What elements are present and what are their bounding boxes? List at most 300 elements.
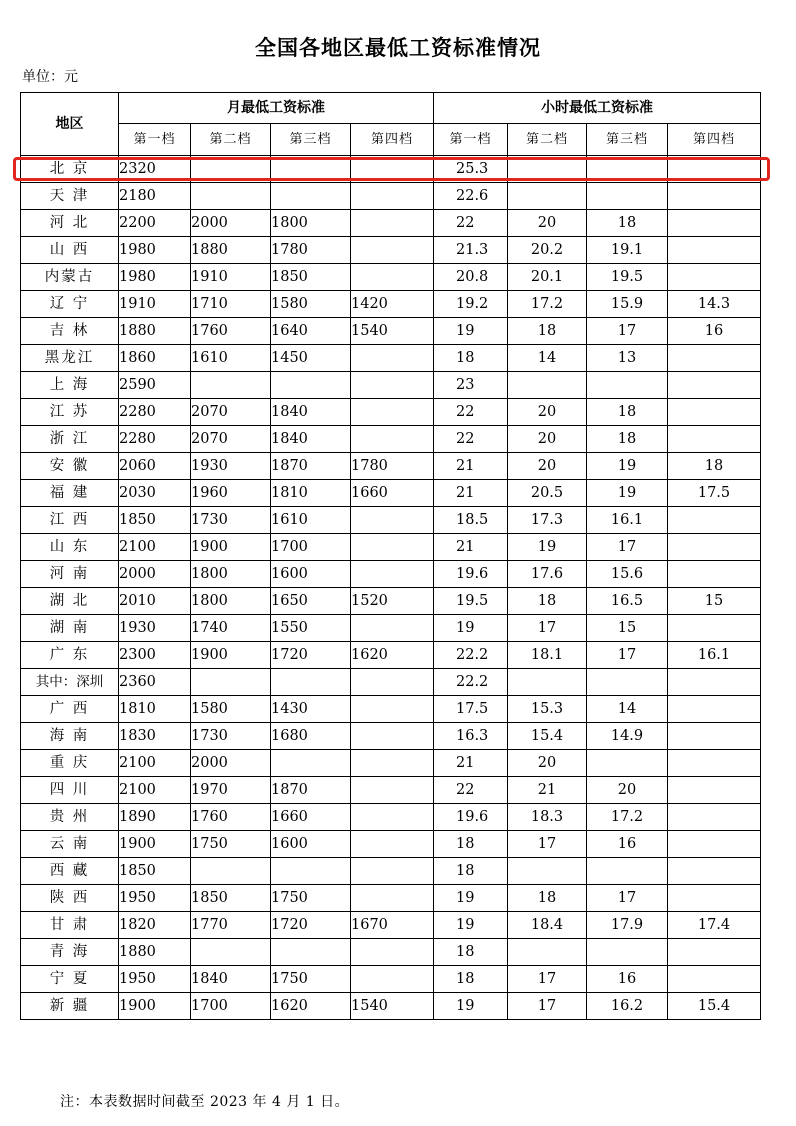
monthly-wage-cell: 1820 (119, 912, 191, 939)
hourly-wage-cell (668, 966, 761, 993)
tier-header: 第三档 (271, 124, 351, 156)
hourly-wage-cell: 19.6 (434, 804, 508, 831)
table-row (21, 561, 761, 588)
hourly-wage-cell: 20 (508, 453, 587, 480)
table-row (21, 831, 761, 858)
monthly-wage-cell (271, 183, 351, 210)
region-cell: 北 京 (21, 156, 119, 183)
monthly-wage-cell: 1950 (119, 885, 191, 912)
table-row (21, 750, 761, 777)
monthly-wage-cell: 1830 (119, 723, 191, 750)
hourly-wage-cell: 18 (587, 399, 668, 426)
hourly-wage-cell (668, 885, 761, 912)
monthly-wage-cell: 2070 (191, 399, 271, 426)
hourly-wage-cell (668, 615, 761, 642)
hourly-wage-cell: 19.5 (587, 264, 668, 291)
table-row (21, 615, 761, 642)
monthly-wage-cell: 1930 (191, 453, 271, 480)
hourly-wage-cell: 17.2 (508, 291, 587, 318)
table-row (21, 993, 761, 1020)
monthly-wage-cell: 1770 (191, 912, 271, 939)
hourly-wage-cell: 14 (508, 345, 587, 372)
table-row (21, 237, 761, 264)
hourly-wage-cell (508, 939, 587, 966)
hourly-wage-cell: 17 (508, 993, 587, 1020)
hourly-wage-cell: 19 (434, 885, 508, 912)
region-cell: 河 南 (21, 561, 119, 588)
region-cell: 江 苏 (21, 399, 119, 426)
monthly-wage-cell: 1880 (191, 237, 271, 264)
monthly-wage-cell (351, 507, 434, 534)
monthly-wage-cell (351, 750, 434, 777)
monthly-wage-cell: 1760 (191, 318, 271, 345)
hourly-wage-cell: 15.3 (508, 696, 587, 723)
monthly-wage-cell: 1910 (119, 291, 191, 318)
hourly-wage-cell: 16.1 (587, 507, 668, 534)
monthly-wage-cell: 1580 (271, 291, 351, 318)
hourly-wage-cell: 20 (508, 210, 587, 237)
hourly-wage-cell: 17.6 (508, 561, 587, 588)
monthly-wage-cell (351, 264, 434, 291)
hourly-wage-cell (668, 777, 761, 804)
region-cell: 海 南 (21, 723, 119, 750)
hourly-wage-cell: 21.3 (434, 237, 508, 264)
hourly-wage-cell: 20.2 (508, 237, 587, 264)
monthly-wage-cell: 2360 (119, 669, 191, 696)
page-title: 全国各地区最低工资标准情况 (255, 36, 541, 60)
monthly-wage-cell (351, 831, 434, 858)
table-row (21, 939, 761, 966)
hourly-wage-cell: 16 (587, 831, 668, 858)
monthly-wage-cell (351, 885, 434, 912)
tier-header: 第四档 (351, 124, 434, 156)
hourly-wage-cell: 15.4 (668, 993, 761, 1020)
monthly-wage-cell (351, 372, 434, 399)
hourly-wage-cell (668, 237, 761, 264)
monthly-wage-cell: 1760 (191, 804, 271, 831)
hourly-wage-cell: 20 (508, 426, 587, 453)
monthly-wage-cell: 1900 (119, 831, 191, 858)
region-cell: 江 西 (21, 507, 119, 534)
table-row (21, 183, 761, 210)
hourly-wage-cell: 18 (587, 426, 668, 453)
hourly-wage-cell: 20.1 (508, 264, 587, 291)
hourly-wage-cell: 18 (434, 939, 508, 966)
monthly-wage-cell (271, 939, 351, 966)
table-row (21, 858, 761, 885)
hourly-wage-cell (508, 669, 587, 696)
monthly-wage-cell: 1840 (271, 426, 351, 453)
wage-table (20, 92, 761, 1020)
monthly-wage-cell: 1980 (119, 237, 191, 264)
table-row (21, 291, 761, 318)
monthly-wage-cell: 1520 (351, 588, 434, 615)
table-row (21, 804, 761, 831)
monthly-wage-cell: 1680 (271, 723, 351, 750)
monthly-wage-cell: 1610 (191, 345, 271, 372)
tier-header: 第二档 (191, 124, 271, 156)
monthly-wage-cell: 1740 (191, 615, 271, 642)
monthly-wage-cell: 2280 (119, 426, 191, 453)
hourly-wage-cell: 22.6 (434, 183, 508, 210)
tier-header: 第四档 (668, 124, 761, 156)
region-cell: 新 疆 (21, 993, 119, 1020)
monthly-wage-cell (351, 696, 434, 723)
monthly-wage-cell (351, 858, 434, 885)
hourly-wage-cell (668, 183, 761, 210)
hourly-wage-cell: 20.8 (434, 264, 508, 291)
header-monthly: 月最低工资标准 (119, 93, 434, 124)
monthly-wage-cell: 1660 (271, 804, 351, 831)
monthly-wage-cell: 1540 (351, 318, 434, 345)
monthly-wage-cell: 1750 (271, 966, 351, 993)
hourly-wage-cell: 19 (508, 534, 587, 561)
hourly-wage-cell: 21 (508, 777, 587, 804)
monthly-wage-cell: 1580 (191, 696, 271, 723)
hourly-wage-cell: 25.3 (434, 156, 508, 183)
hourly-wage-cell: 17 (587, 885, 668, 912)
hourly-wage-cell (668, 858, 761, 885)
monthly-wage-cell: 1780 (351, 453, 434, 480)
monthly-wage-cell (191, 372, 271, 399)
hourly-wage-cell: 18 (587, 210, 668, 237)
monthly-wage-cell: 1650 (271, 588, 351, 615)
hourly-wage-cell (668, 804, 761, 831)
monthly-wage-cell: 1640 (271, 318, 351, 345)
hourly-wage-cell: 18.5 (434, 507, 508, 534)
monthly-wage-cell: 1660 (351, 480, 434, 507)
monthly-wage-cell: 1850 (191, 885, 271, 912)
monthly-wage-cell: 1600 (271, 561, 351, 588)
monthly-wage-cell: 1850 (119, 858, 191, 885)
tier-header: 第二档 (508, 124, 587, 156)
hourly-wage-cell (668, 561, 761, 588)
unit-label: 单位：元 (22, 69, 78, 85)
hourly-wage-cell: 19 (434, 993, 508, 1020)
hourly-wage-cell: 18 (508, 318, 587, 345)
hourly-wage-cell (668, 723, 761, 750)
monthly-wage-cell: 1930 (119, 615, 191, 642)
monthly-wage-cell: 1750 (191, 831, 271, 858)
hourly-wage-cell: 15.6 (587, 561, 668, 588)
hourly-wage-cell (587, 939, 668, 966)
table-row (21, 345, 761, 372)
hourly-wage-cell (668, 831, 761, 858)
region-cell: 山 西 (21, 237, 119, 264)
monthly-wage-cell (351, 210, 434, 237)
monthly-wage-cell (351, 399, 434, 426)
highlight-box (13, 157, 770, 181)
hourly-wage-cell: 20 (508, 399, 587, 426)
hourly-wage-cell (668, 507, 761, 534)
hourly-wage-cell: 14.9 (587, 723, 668, 750)
table-row (21, 912, 761, 939)
monthly-wage-cell (351, 804, 434, 831)
monthly-wage-cell (351, 939, 434, 966)
monthly-wage-cell: 1960 (191, 480, 271, 507)
region-cell: 陕 西 (21, 885, 119, 912)
monthly-wage-cell: 1780 (271, 237, 351, 264)
region-cell: 广 东 (21, 642, 119, 669)
region-cell: 湖 北 (21, 588, 119, 615)
footnote: 注：本表数据时间截至 2023 年 4 月 1 日。 (60, 1094, 350, 1110)
hourly-wage-cell: 18 (508, 588, 587, 615)
hourly-wage-cell: 21 (434, 453, 508, 480)
table-row (21, 534, 761, 561)
monthly-wage-cell: 1450 (271, 345, 351, 372)
hourly-wage-cell: 17 (508, 966, 587, 993)
hourly-wage-cell: 21 (434, 750, 508, 777)
table-row (21, 453, 761, 480)
monthly-wage-cell (351, 345, 434, 372)
hourly-wage-cell (668, 345, 761, 372)
monthly-wage-cell (191, 858, 271, 885)
monthly-wage-cell (271, 858, 351, 885)
monthly-wage-cell: 1900 (119, 993, 191, 1020)
hourly-wage-cell: 19.5 (434, 588, 508, 615)
table-row (21, 885, 761, 912)
table-row (21, 507, 761, 534)
region-cell: 上 海 (21, 372, 119, 399)
monthly-wage-cell: 2590 (119, 372, 191, 399)
monthly-wage-cell: 1430 (271, 696, 351, 723)
hourly-wage-cell: 18 (508, 885, 587, 912)
hourly-wage-cell: 22 (434, 399, 508, 426)
table-row (21, 696, 761, 723)
monthly-wage-cell: 1730 (191, 723, 271, 750)
hourly-wage-cell: 18 (434, 831, 508, 858)
hourly-wage-cell: 22.2 (434, 642, 508, 669)
hourly-wage-cell: 19.1 (587, 237, 668, 264)
region-cell: 安 徽 (21, 453, 119, 480)
hourly-wage-cell (508, 183, 587, 210)
tier-header: 第一档 (434, 124, 508, 156)
hourly-wage-cell: 19 (434, 615, 508, 642)
hourly-wage-cell: 16.2 (587, 993, 668, 1020)
hourly-wage-cell: 18 (434, 858, 508, 885)
region-cell: 宁 夏 (21, 966, 119, 993)
monthly-wage-cell: 1800 (191, 561, 271, 588)
hourly-wage-cell: 19.2 (434, 291, 508, 318)
monthly-wage-cell: 1880 (119, 318, 191, 345)
monthly-wage-cell (351, 615, 434, 642)
monthly-wage-cell: 2100 (119, 750, 191, 777)
hourly-wage-cell (668, 264, 761, 291)
hourly-wage-cell: 16 (587, 966, 668, 993)
monthly-wage-cell: 1420 (351, 291, 434, 318)
hourly-wage-cell: 15 (587, 615, 668, 642)
monthly-wage-cell: 1620 (271, 993, 351, 1020)
hourly-wage-cell: 17.9 (587, 912, 668, 939)
hourly-wage-cell: 16.5 (587, 588, 668, 615)
monthly-wage-cell: 1730 (191, 507, 271, 534)
region-cell: 其中：深圳 (21, 669, 119, 696)
monthly-wage-cell: 2100 (119, 534, 191, 561)
region-cell: 甘 肃 (21, 912, 119, 939)
hourly-wage-cell: 18 (668, 453, 761, 480)
hourly-wage-cell (668, 669, 761, 696)
monthly-wage-cell: 1600 (271, 831, 351, 858)
hourly-wage-cell: 17.5 (434, 696, 508, 723)
monthly-wage-cell: 2010 (119, 588, 191, 615)
region-cell: 青 海 (21, 939, 119, 966)
table-row (21, 480, 761, 507)
header-region: 地区 (21, 93, 119, 156)
region-cell: 重 庆 (21, 750, 119, 777)
region-cell: 西 藏 (21, 858, 119, 885)
hourly-wage-cell: 17.5 (668, 480, 761, 507)
monthly-wage-cell (271, 372, 351, 399)
region-cell: 内蒙古 (21, 264, 119, 291)
region-cell: 四 川 (21, 777, 119, 804)
hourly-wage-cell: 17 (508, 831, 587, 858)
table-row (21, 723, 761, 750)
hourly-wage-cell: 18 (434, 345, 508, 372)
monthly-wage-cell (191, 669, 271, 696)
monthly-wage-cell: 2000 (191, 750, 271, 777)
monthly-wage-cell: 1980 (119, 264, 191, 291)
hourly-wage-cell: 17 (587, 318, 668, 345)
hourly-wage-cell: 15.9 (587, 291, 668, 318)
hourly-wage-cell (587, 372, 668, 399)
monthly-wage-cell: 1850 (271, 264, 351, 291)
table-row (21, 669, 761, 696)
hourly-wage-cell (668, 939, 761, 966)
hourly-wage-cell: 16.3 (434, 723, 508, 750)
region-cell: 湖 南 (21, 615, 119, 642)
table-row (21, 372, 761, 399)
table-row (21, 210, 761, 237)
monthly-wage-cell: 1880 (119, 939, 191, 966)
hourly-wage-cell: 19 (434, 912, 508, 939)
hourly-wage-cell (587, 858, 668, 885)
monthly-wage-cell: 1720 (271, 642, 351, 669)
monthly-wage-cell (191, 939, 271, 966)
monthly-wage-cell: 1700 (271, 534, 351, 561)
monthly-wage-cell: 2180 (119, 183, 191, 210)
monthly-wage-cell: 1840 (271, 399, 351, 426)
hourly-wage-cell: 16 (668, 318, 761, 345)
monthly-wage-cell: 1910 (191, 264, 271, 291)
hourly-wage-cell: 15.4 (508, 723, 587, 750)
table-row (21, 966, 761, 993)
hourly-wage-cell: 21 (434, 534, 508, 561)
monthly-wage-cell: 1950 (119, 966, 191, 993)
table-row (21, 777, 761, 804)
hourly-wage-cell: 17 (508, 615, 587, 642)
tier-header: 第一档 (119, 124, 191, 156)
hourly-wage-cell (668, 696, 761, 723)
monthly-wage-cell: 2000 (119, 561, 191, 588)
region-cell: 黑龙江 (21, 345, 119, 372)
monthly-wage-cell: 2030 (119, 480, 191, 507)
hourly-wage-cell: 18.1 (508, 642, 587, 669)
monthly-wage-cell: 1850 (119, 507, 191, 534)
hourly-wage-cell (587, 669, 668, 696)
monthly-wage-cell (271, 669, 351, 696)
monthly-wage-cell: 2000 (191, 210, 271, 237)
table-row (21, 642, 761, 669)
hourly-wage-cell (508, 372, 587, 399)
monthly-wage-cell (351, 183, 434, 210)
region-cell: 广 西 (21, 696, 119, 723)
hourly-wage-cell: 22 (434, 777, 508, 804)
table-row (21, 318, 761, 345)
hourly-wage-cell: 15 (668, 588, 761, 615)
monthly-wage-cell: 1540 (351, 993, 434, 1020)
monthly-wage-cell: 1810 (119, 696, 191, 723)
monthly-wage-cell: 1800 (191, 588, 271, 615)
monthly-wage-cell: 1860 (119, 345, 191, 372)
monthly-wage-cell: 2100 (119, 777, 191, 804)
monthly-wage-cell: 1900 (191, 642, 271, 669)
monthly-wage-cell (351, 237, 434, 264)
monthly-wage-cell: 2200 (119, 210, 191, 237)
hourly-wage-cell: 17 (587, 534, 668, 561)
monthly-wage-cell: 1970 (191, 777, 271, 804)
hourly-wage-cell: 19 (434, 318, 508, 345)
region-cell: 福 建 (21, 480, 119, 507)
tier-header: 第三档 (587, 124, 668, 156)
header-hourly: 小时最低工资标准 (434, 93, 761, 124)
hourly-wage-cell (587, 750, 668, 777)
hourly-wage-cell (668, 210, 761, 237)
hourly-wage-cell (668, 426, 761, 453)
monthly-wage-cell: 1610 (271, 507, 351, 534)
monthly-wage-cell: 1720 (271, 912, 351, 939)
monthly-wage-cell (191, 183, 271, 210)
monthly-wage-cell: 1550 (271, 615, 351, 642)
region-cell: 河 北 (21, 210, 119, 237)
hourly-wage-cell: 19.6 (434, 561, 508, 588)
table-row (21, 588, 761, 615)
monthly-wage-cell: 2070 (191, 426, 271, 453)
hourly-wage-cell: 14.3 (668, 291, 761, 318)
monthly-wage-cell: 2280 (119, 399, 191, 426)
region-cell: 贵 州 (21, 804, 119, 831)
monthly-wage-cell (351, 966, 434, 993)
hourly-wage-cell: 20 (587, 777, 668, 804)
monthly-wage-cell (351, 669, 434, 696)
table-row (21, 426, 761, 453)
table-row (21, 399, 761, 426)
table-row (21, 264, 761, 291)
monthly-wage-cell: 1620 (351, 642, 434, 669)
hourly-wage-cell: 18.4 (508, 912, 587, 939)
region-cell: 辽 宁 (21, 291, 119, 318)
hourly-wage-cell (668, 399, 761, 426)
hourly-wage-cell: 21 (434, 480, 508, 507)
hourly-wage-cell: 17.3 (508, 507, 587, 534)
hourly-wage-cell: 16.1 (668, 642, 761, 669)
monthly-wage-cell (351, 426, 434, 453)
hourly-wage-cell (508, 858, 587, 885)
monthly-wage-cell: 1700 (191, 993, 271, 1020)
monthly-wage-cell (351, 723, 434, 750)
hourly-wage-cell (668, 372, 761, 399)
monthly-wage-cell: 1840 (191, 966, 271, 993)
hourly-wage-cell: 22.2 (434, 669, 508, 696)
hourly-wage-cell: 22 (434, 426, 508, 453)
hourly-wage-cell (668, 750, 761, 777)
monthly-wage-cell: 2060 (119, 453, 191, 480)
hourly-wage-cell: 13 (587, 345, 668, 372)
hourly-wage-cell: 19 (587, 453, 668, 480)
hourly-wage-cell: 17 (587, 642, 668, 669)
region-cell: 云 南 (21, 831, 119, 858)
region-cell: 浙 江 (21, 426, 119, 453)
monthly-wage-cell: 1710 (191, 291, 271, 318)
